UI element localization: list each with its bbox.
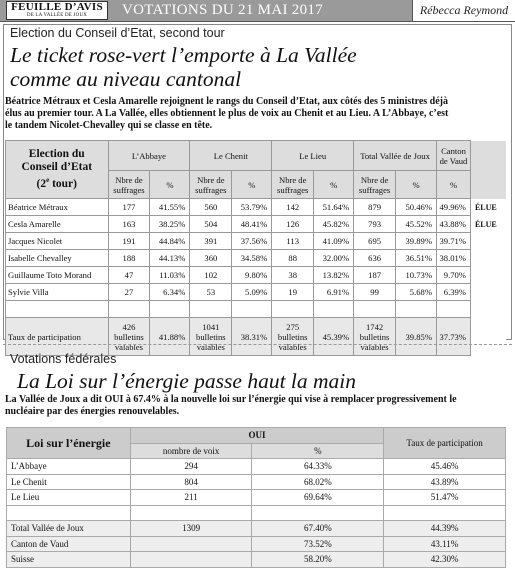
article-energy-lead [5,394,511,418]
votes-cell: 294 [130,459,252,475]
candidate-name: Béatrice Métraux [6,199,109,216]
elected-badge: ÉLUE [470,199,505,216]
article-energy-kicker: Votations fédérales [10,352,117,366]
result-cell: 53.79% [232,199,272,216]
subheader-pct: % [150,171,190,199]
result-cell: 45.82% [314,216,354,233]
taux-cell: 43.11% [384,536,506,552]
logo-title: FEUILLE D’AVIS [11,1,103,13]
pct-cell: 67.40% [252,521,384,537]
region-name: Canton de Vaud [7,536,131,552]
pct-cell: 73.52% [252,536,384,552]
subheader-nb: Nbre de suffrages [108,171,150,199]
result-cell: 38 [272,267,314,284]
article-election-headline-2: comme au niveau cantonal [10,67,242,91]
lead-line: nucléaire par des énergies renouvelables. [5,406,180,417]
participation-label: Taux de participation [6,318,109,356]
elected-badge [470,250,505,267]
result-cell: 188 [108,250,150,267]
result-cell: 50.46% [396,199,437,216]
result-cell: 695 [354,233,396,250]
candidate-name: Guillaume Toto Morand [6,267,109,284]
votes-cell [130,505,252,521]
subheader-pct: % [314,171,354,199]
pct-cell [252,505,384,521]
region-name: Total Vallée de Joux [7,521,131,537]
lead-line: élus au premier tour. A La Vallée, elles obtiennent le plus de voix au Chenit et au Lieu. A L’Abbaye, c’est [5,108,449,119]
candidate-name: Jacques Nicolet [6,233,109,250]
participation-lieu-p: 45.39% [314,318,354,356]
table-row [7,521,506,537]
result-cell: 187 [354,267,396,284]
taux-cell: 44.39% [384,521,506,537]
participation-total-n: 1742 bulletins valables [354,318,396,356]
elected-badge [470,267,505,284]
result-cell: 19 [272,284,314,301]
result-cell: 27 [108,284,150,301]
result-cell: 5.68% [396,284,437,301]
table-row [6,233,506,250]
votes-cell [130,536,252,552]
subheader-nb: Nbre de suffrages [190,171,232,199]
participation-abbaye-n: 426 bulletins valables [108,318,150,356]
result-cell: 39.71% [436,233,470,250]
table-row [6,267,506,284]
article-election-lead [5,96,511,132]
taux-cell: 42.30% [384,552,506,568]
table-row [6,284,506,301]
table-title-line: (2e tour) [36,176,77,190]
energy-pct-header: % [252,443,384,459]
result-cell: 113 [272,233,314,250]
result-cell: 126 [272,216,314,233]
article-energy-headline: La Loi sur l’énergie passe haut la main [17,369,357,393]
table-row [7,459,506,475]
result-cell: 51.64% [314,199,354,216]
candidate-name: Isabelle Chevalley [6,250,109,267]
result-cell: 44.84% [150,233,190,250]
table-title-line: Election du [28,148,85,161]
result-cell: 879 [354,199,396,216]
votes-cell: 211 [130,490,252,506]
spacer [470,141,505,171]
result-cell: 560 [190,199,232,216]
participation-vaud-p: 37.73% [436,318,470,356]
result-cell: 11.03% [150,267,190,284]
result-cell: 5.09% [232,284,272,301]
table-row [6,250,506,267]
table-row-blank [6,301,506,318]
lead-line: La Vallée de Joux a dit OUI à 67.4% à la nouvelle loi sur l’énergie qui vise à remplacer progressivement le [5,394,457,405]
result-cell: 10.73% [396,267,437,284]
result-cell: 9.70% [436,267,470,284]
table-row [7,474,506,490]
taux-cell [384,505,506,521]
region-name: Suisse [7,552,131,568]
result-cell: 34.58% [232,250,272,267]
table-row [7,490,506,506]
result-cell: 504 [190,216,232,233]
elected-badge [470,284,505,301]
result-cell: 13.82% [314,267,354,284]
article-election-kicker: Election du Conseil d’Etat, second tour [10,26,225,40]
subheader-pct: % [232,171,272,199]
pct-cell: 69.64% [252,490,384,506]
elected-badge [470,233,505,250]
result-cell: 38.25% [150,216,190,233]
table-row [7,552,506,568]
election-results-table [5,140,506,356]
result-cell: 48.41% [232,216,272,233]
result-cell: 44.13% [150,250,190,267]
result-cell: 102 [190,267,232,284]
col-header-vaud: Canton de Vaud [436,141,470,171]
pct-cell: 64.33% [252,459,384,475]
result-cell: 47 [108,267,150,284]
participation-lieu-n: 275 bulletins valables [272,318,314,356]
subheader-pct: % [396,171,437,199]
result-cell: 360 [190,250,232,267]
region-name [7,505,131,521]
result-cell: 41.55% [150,199,190,216]
pct-cell: 68.02% [252,474,384,490]
participation-chenit-n: 1041 bulletins valables [190,318,232,356]
result-cell: 38.01% [436,250,470,267]
subheader-nb: Nbre de suffrages [354,171,396,199]
participation-chenit-p: 38.31% [232,318,272,356]
lead-line: Béatrice Métraux et Cesla Amarelle rejoignent le rangs du Conseil d’Etat, aux côtés des 5 ministres déjà [5,96,448,107]
energy-results-table [6,427,506,568]
table-title-line: Conseil d’Etat [21,161,93,174]
region-name: Le Chenit [7,474,131,490]
table-header-row [6,141,506,171]
result-cell: 43.88% [436,216,470,233]
energy-table-title: Loi sur l’énergie [7,428,131,459]
result-cell: 37.56% [232,233,272,250]
result-cell: 9.80% [232,267,272,284]
energy-oui-header: OUI [130,428,383,444]
logo-subtitle: DE LA VALLÉE DE JOUX [26,13,88,18]
subheader-nb: Nbre de suffrages [272,171,314,199]
candidate-name: Cesla Amarelle [6,216,109,233]
result-cell: 6.39% [436,284,470,301]
result-cell: 391 [190,233,232,250]
taux-cell: 45.46% [384,459,506,475]
col-header-total: Total Vallée de Joux [354,141,437,171]
votes-cell [130,552,252,568]
result-cell: 793 [354,216,396,233]
article-election-headline-1: Le ticket rose-vert l’emporte à La Vallée [10,43,357,67]
col-header-lieu: Le Lieu [272,141,354,171]
page-header [0,0,515,22]
region-name: Le Lieu [7,490,131,506]
result-cell: 32.00% [314,250,354,267]
spacer [470,171,505,199]
result-cell: 6.34% [150,284,190,301]
pct-cell: 58.20% [252,552,384,568]
author-name: Rébecca Reymond [412,0,515,21]
subheader-pct: % [436,171,470,199]
candidate-name: Sylvie Villa [6,284,109,301]
result-cell: 36.51% [396,250,437,267]
table-row [7,536,506,552]
result-cell: 636 [354,250,396,267]
result-cell: 41.09% [314,233,354,250]
result-cell: 142 [272,199,314,216]
result-cell: 6.91% [314,284,354,301]
col-header-chenit: Le Chenit [190,141,272,171]
table-row [6,216,506,233]
lead-line: le tandem Nicolet-Chevalley qui se classe en tête. [5,120,213,131]
result-cell: 99 [354,284,396,301]
table-row-blank [7,505,506,521]
energy-votes-header: nombre de voix [130,443,252,459]
result-cell: 53 [190,284,232,301]
result-cell: 45.52% [396,216,437,233]
taux-cell: 43.89% [384,474,506,490]
energy-header-row [7,428,506,444]
participation-total-p: 39.85% [396,318,437,356]
result-cell: 88 [272,250,314,267]
participation-abbaye-p: 41.88% [150,318,190,356]
result-cell: 177 [108,199,150,216]
region-name: L’Abbaye [7,459,131,475]
votes-cell: 804 [130,474,252,490]
table-row [6,199,506,216]
elected-badge: ÉLUE [470,216,505,233]
section-title: VOTATIONS DU 21 MAI 2017 [122,2,323,18]
energy-taux-header: Taux de participation [384,428,506,459]
col-header-abbaye: L’Abbaye [108,141,190,171]
table-title [6,141,109,199]
newspaper-logo [6,1,108,20]
result-cell: 39.89% [396,233,437,250]
votes-cell: 1309 [130,521,252,537]
result-cell: 49.96% [436,199,470,216]
result-cell: 191 [108,233,150,250]
result-cell: 163 [108,216,150,233]
taux-cell: 51.47% [384,490,506,506]
